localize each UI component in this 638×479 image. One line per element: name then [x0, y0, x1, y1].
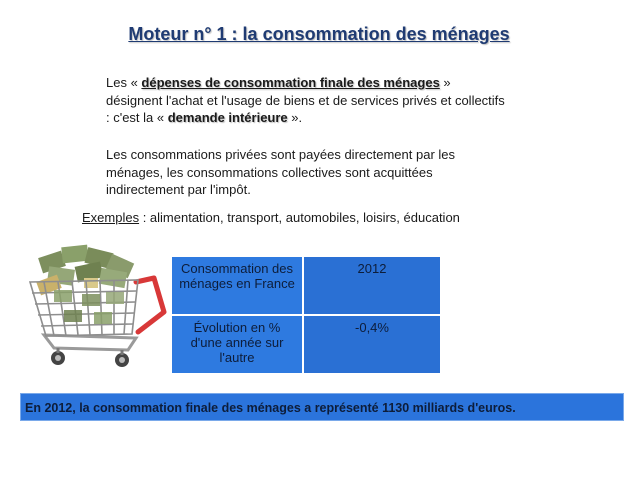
intro-term: dépenses de consommation finale des ménages — [141, 75, 440, 90]
table-row — [171, 256, 441, 315]
table-row — [171, 315, 441, 374]
table-row-value: 2012 — [303, 256, 441, 315]
table-row-label: Évolution en % d'une année sur l'autre — [171, 315, 303, 374]
summary-banner: En 2012, la consommation finale des ménages a représenté 1130 milliards d'euros. — [20, 393, 624, 421]
second-paragraph: Les consommations privées sont payées directement par les ménages, les consommations collectives sont acquittées indirectement par l'impôt. — [106, 147, 456, 197]
shopping-cart-icon — [24, 240, 174, 370]
examples-text: : alimentation, transport, automobiles, loisirs, éducation — [139, 210, 460, 225]
intro-after-term: » désignent l'achat et l'usage de biens et de services privés et collectifs : c'est la « — [106, 75, 505, 125]
intro-paragraph — [106, 74, 506, 127]
consumption-table — [170, 255, 442, 375]
intro-open: Les « — [106, 75, 142, 90]
page-title: Moteur n° 1 : la consommation des ménages — [128, 24, 510, 44]
intro-close: ». — [287, 110, 303, 125]
examples-line — [82, 210, 460, 225]
table-row-label: Consommation des ménages en France — [171, 256, 303, 315]
intro-term2: demande intérieure — [167, 110, 288, 125]
examples-label: Exemples — [82, 210, 140, 225]
table-row-value: -0,4% — [303, 315, 441, 374]
